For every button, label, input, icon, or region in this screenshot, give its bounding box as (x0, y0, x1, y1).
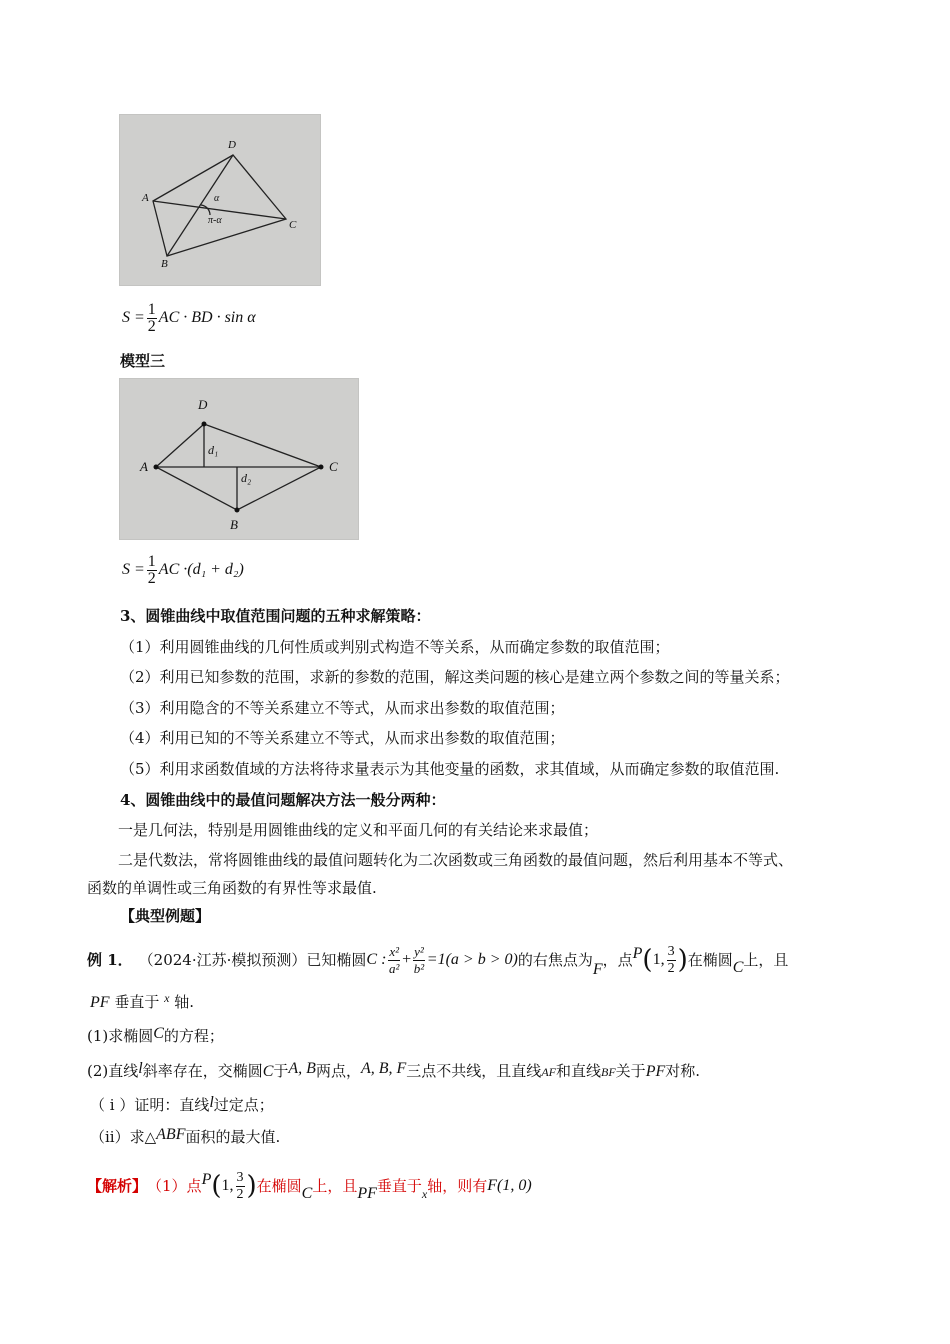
section3-item-2: （2）利用已知参数的范围，求新的参数的范围，解这类问题的核心是建立两个参数之间的等量关系； (120, 668, 790, 686)
focus-F: F (592, 961, 603, 978)
formula-lhs: S = (122, 309, 145, 326)
figure-quadrilateral-heights (119, 378, 359, 540)
section3-item-1: （1）利用圆锥曲线的几何性质或判别式构造不等关系，从而确定参数的取值范围； (120, 638, 670, 656)
section3-title: 3、圆锥曲线中取值范围问题的五种求解策略： (120, 607, 431, 625)
question-2-ii: （ii）求△ABF面积的最大值. (90, 1126, 281, 1146)
examples-heading: 【典型例题】 (120, 907, 211, 925)
angle-arc (201, 205, 210, 215)
fraction-half: $\frac{1}{2}$ (147, 300, 156, 335)
x-axis-ref: x (164, 991, 170, 1005)
example1-source: （2024·江苏·模拟预测）已知椭圆 (138, 951, 367, 969)
section3-item-3: （3）利用隐含的不等关系建立不等式，从而求出参数的取值范围； (120, 699, 565, 717)
question-1: (1)求椭圆C的方程； (87, 1025, 224, 1045)
label-d2: d₂ (241, 471, 252, 485)
label-B: B (161, 258, 168, 270)
example1-line1: 例 1． （2024·江苏·模拟预测）已知椭圆 C : $\frac{\text{x²}}{\text{a²}}$ + $\frac{\text{y²}}{\text{b²}}$ =1(a > b > 0) 的右焦点为 F ，点 P ( 1, $\frac{3}{2}$ ) 在椭圆 C 上，且 (87, 936, 788, 984)
example1-line2: PF 垂直于 $^x$ 轴. (90, 991, 195, 1011)
quad-outline (153, 155, 286, 256)
solution-line: 【解析】 （1）点 P ( 1, $\frac{3}{2}$ ) 在椭圆 C 上，且 PF 垂直于 x 轴，则有 F(1, 0) (87, 1162, 532, 1210)
question-2: (2)直线l斜率存在，交椭圆C于A, B两点，A, B, F三点不共线，且直线AF和直线BF关于PF对称. (87, 1060, 701, 1080)
area-formula-1 (122, 298, 256, 338)
section3-item-5: （5）利用求函数值域的方法将待求量表示为其他变量的函数，求其值域，从而确定参数的取值范围. (120, 760, 780, 778)
area-formula-2 (122, 550, 244, 590)
figure-quadrilateral-angle (119, 114, 321, 286)
figure-quadrilateral-heights-svg (120, 379, 358, 539)
example1-text-3: 在椭圆 (687, 951, 733, 969)
ellipse-name: C : (366, 951, 387, 968)
point-D (202, 422, 207, 427)
solution-label: 【解析】 (87, 1177, 148, 1195)
example1-text-2: ，点 (602, 951, 633, 969)
segment-PF: PF (90, 994, 110, 1011)
example1-text-1: 的右焦点为 (517, 951, 593, 969)
label-C-2: C (329, 459, 338, 474)
section4-para-1: 一是几何法，特别是用圆锥曲线的定义和平面几何的有关结论来求最值； (118, 821, 599, 839)
point-A (154, 465, 159, 470)
label-D-2: D (198, 397, 208, 412)
section3-item-4: （4）利用已知的不等关系建立不等式，从而求出参数的取值范围； (120, 729, 565, 747)
label-A: A (142, 192, 149, 204)
label-D: D (228, 139, 236, 151)
ellipse-x-term: $\frac{\text{x²}}{\text{a²}}$ (389, 943, 400, 976)
example1-label: 例 1． (87, 951, 133, 969)
section4-para-2a: 二是代数法，常将圆锥曲线的最值问题转化为二次函数或三角函数的最值问题，然后利用基本不等式、 (118, 851, 794, 869)
model3-heading: 模型三 (120, 352, 166, 370)
label-pi-minus-alpha: π-α (208, 215, 222, 226)
label-A-2: A (140, 459, 148, 474)
point-P-y: $\frac{3}{2}$ (667, 943, 675, 976)
fraction-half-2: $\frac{1}{2}$ (147, 552, 156, 587)
question-2-i: （ i ）证明：直线l过定点； (90, 1094, 274, 1114)
point-P-x: 1, (652, 951, 665, 968)
figure-quadrilateral-angle-svg (120, 115, 320, 285)
diagonal-BD (167, 155, 233, 256)
section4-title: 4、圆锥曲线中的最值问题解决方法一般分两种： (120, 791, 446, 809)
example1-text-4: 上，且 (743, 951, 789, 969)
point-P: P (632, 945, 643, 962)
label-B-2: B (230, 517, 238, 532)
ellipse-y-term: $\frac{\text{y²}}{\text{b²}}$ (413, 943, 425, 976)
label-d1: d₁ (208, 443, 219, 457)
solution-point-P-y: $\frac{3}{2}$ (236, 1169, 244, 1202)
formula2-rest: AC ·(d₁ + d₂) (158, 561, 244, 578)
solution-point-P: P (201, 1171, 212, 1188)
section4-para-2b: 函数的单调性或三角函数的有界性等求最值. (87, 879, 377, 897)
label-alpha: α (214, 193, 220, 204)
formula2-lhs: S = (122, 561, 145, 578)
solution-focus: F(1, 0) (487, 1177, 532, 1194)
formula-rest: AC · BD · sin α (158, 309, 256, 326)
point-B (235, 508, 240, 513)
ellipse-eq-rest: =1(a > b > 0) (426, 951, 518, 968)
point-C (319, 465, 324, 470)
label-C: C (289, 219, 297, 231)
ellipse-C-ref: C (732, 959, 744, 976)
